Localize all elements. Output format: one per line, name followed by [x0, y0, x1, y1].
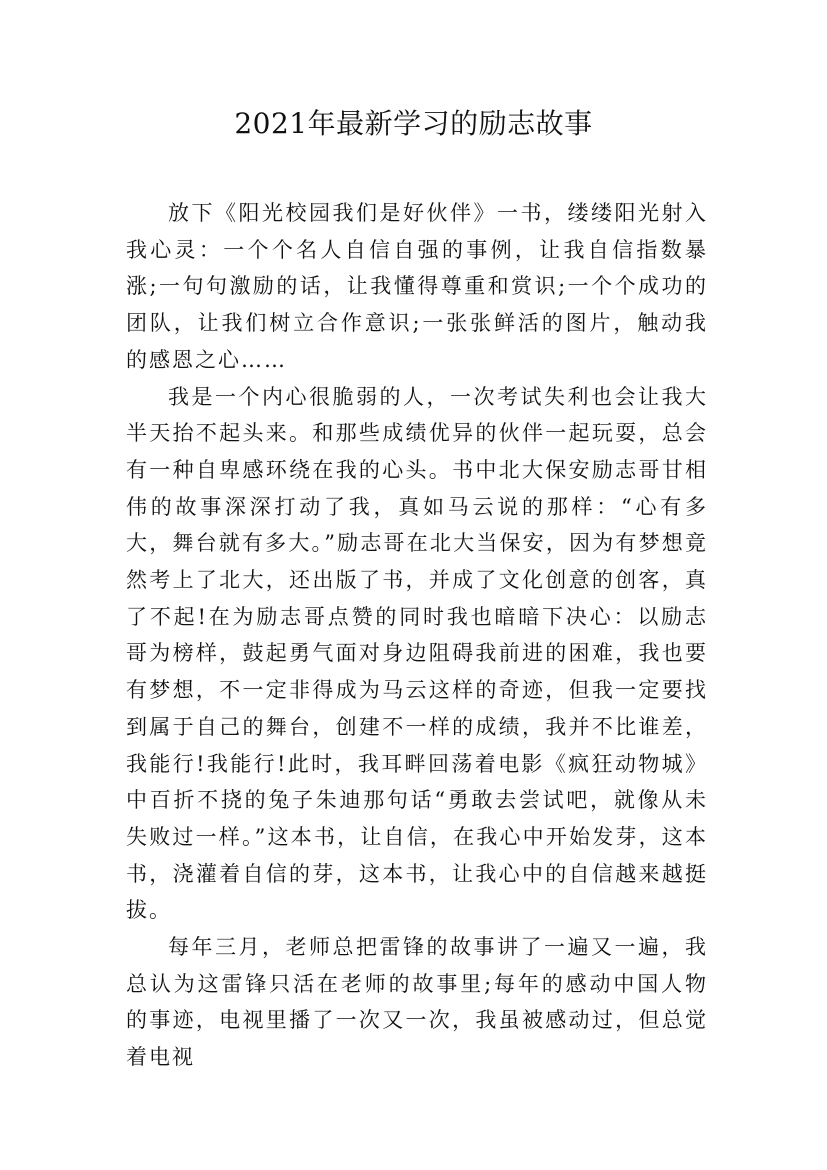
paragraph-2: 我是一个内心很脆弱的人，一次考试失利也会让我大半天抬不起头来。和那些成绩优异的伙伴一起玩耍，总会有一种自卑感环绕在我的心头。书中北大保安励志哥甘相伟的故事深深打动了我，真如马云说的那样：“心有多大，舞台就有多大。”励志哥在北大当保安，因为有梦想竟然考上了北大，还出版了书，并成了文化创意的创客，真了不起!在为励志哥点赞的同时我也暗暗下决心：以励志哥为榜样，鼓起勇气面对身边阻碍我前进的困难，我也要有梦想，不一定非得成为马云这样的奇迹，但我一定要找到属于自己的舞台，创建不一样的成绩，我并不比谁差，我能行!我能行!此时，我耳畔回荡着电影《疯狂动物城》中百折不挠的兔子朱迪那句话“勇敢去尝试吧，就像从未失败过一样。”这本书，让自信，在我心中开始发芽，这本书，浇灌着自信的芽，这本书，让我心中的自信越来越挺拔。 [126, 384, 708, 923]
paragraph-1: 放下《阳光校园我们是好伙伴》一书，缕缕阳光射入我心灵：一个个名人自信自强的事例，让我自信指数暴涨;一句句激励的话，让我懂得尊重和赏识;一个个成功的团队，让我们树立合作意识;一张张鲜活的图片，触动我的感恩之心…… [126, 201, 708, 372]
document-title: 2021年最新学习的励志故事 [234, 107, 593, 140]
paragraph-3: 每年三月，老师总把雷锋的故事讲了一遍又一遍，我总认为这雷锋只活在老师的故事里;每年的感动中国人物的事迹，电视里播了一次又一次，我虽被感动过，但总觉着电视 [126, 935, 708, 1070]
document-body [126, 195, 708, 1076]
